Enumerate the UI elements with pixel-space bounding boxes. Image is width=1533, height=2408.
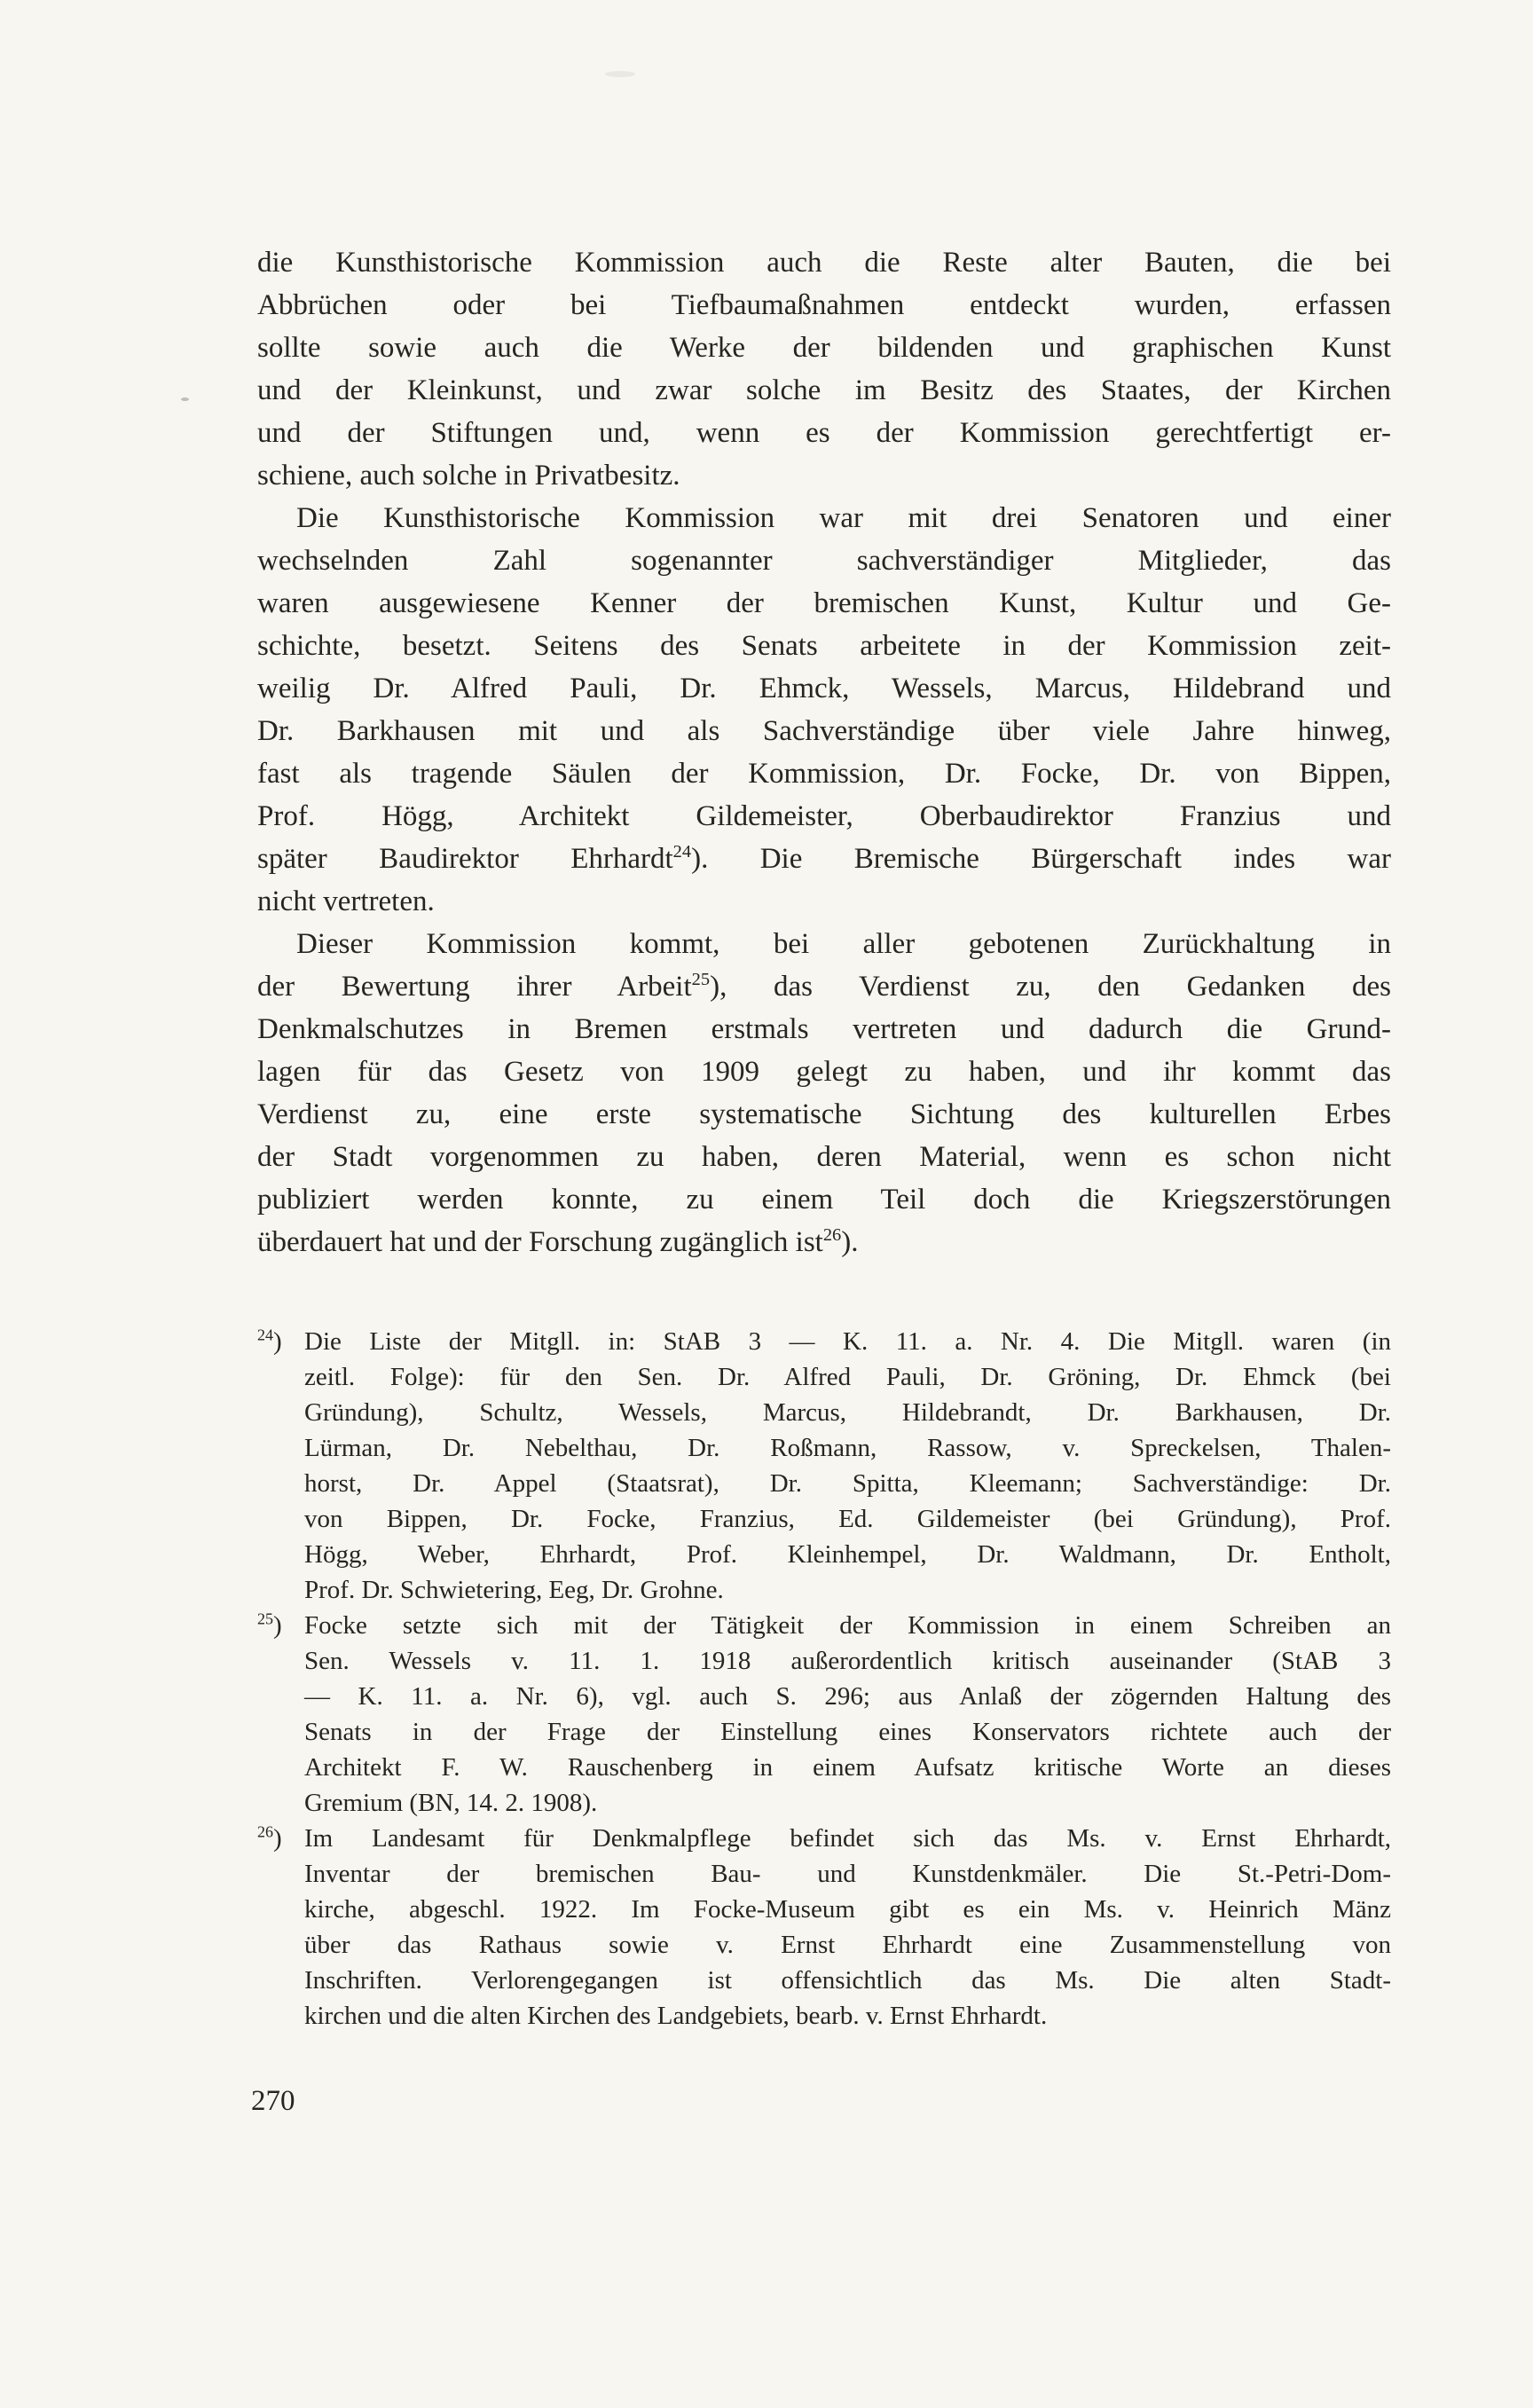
text-line: fast als tragende Säulen der Kommission, Dr. Focke, Dr. von Bippen, [257,758,1391,790]
text-line: Inventar der bremischen Bau- und Kunstdenkmäler. Die St.-Petri-Dom- [304,1860,1391,1888]
text-line: Prof. Högg, Architekt Gildemeister, Oberbaudirektor Franzius und [257,800,1391,832]
text-line: über das Rathaus sowie v. Ernst Ehrhardt eine Zusammenstellung von [304,1931,1391,1959]
body-paragraph-1 [257,241,1391,497]
footnote-text [304,1821,1391,2034]
text-line: Dr. Barkhausen mit und als Sachverständige über viele Jahre hinweg, [257,715,1391,747]
text-line: schichte, besetzt. Seitens des Senats arbeitete in der Kommission zeit- [257,630,1391,662]
page-number: 270 [251,2085,295,2117]
text-line: Verdienst zu, eine erste systematische Sichtung des kulturellen Erbes [257,1098,1391,1130]
text-line: Senats in der Frage der Einstellung eines Konservators richtete auch der [304,1718,1391,1746]
text-line: Dieser Kommission kommt, bei aller gebotenen Zurückhaltung in [296,928,1391,960]
text-line: weilig Dr. Alfred Pauli, Dr. Ehmck, Wessels, Marcus, Hildebrand und [257,673,1391,704]
scan-artifact [605,71,635,77]
text-line: die Kunsthistorische Kommission auch die Reste alter Bauten, die bei [257,247,1391,279]
text-line: publiziert werden konnte, zu einem Teil doch die Kriegszerstörungen [257,1184,1391,1216]
text-line: wechselnden Zahl sogenannter sachverständiger Mitglieder, das [257,545,1391,577]
text-line: später Baudirektor Ehrhardt$^{24}$). Die Bremische Bürgerschaft indes war [257,842,1392,875]
text-line: Prof. Dr. Schwietering, Eeg, Dr. Grohne. [304,1576,724,1604]
text-line: sollte sowie auch die Werke der bildenden und graphischen Kunst [257,332,1391,364]
body-paragraph-2 [257,497,1391,923]
text-line: Sen. Wessels v. 11. 1. 1918 außerordentlich kritisch auseinander (StAB 3 [304,1647,1391,1675]
footnote-text [304,1324,1391,1608]
text-line: Architekt F. W. Rauschenberg in einem Aufsatz kritische Worte an dieses [304,1753,1391,1782]
text-line: horst, Dr. Appel (Staatsrat), Dr. Spitta, Kleemann; Sachverständige: Dr. [304,1469,1391,1498]
footnote-marker: $^{25}$) [257,1609,282,1640]
footnote-25 [257,1608,1391,1821]
text-line: schiene, auch solche in Privatbesitz. [257,460,680,492]
text-line: der Stadt vorgenommen zu haben, deren Material, wenn es schon nicht [257,1141,1391,1173]
scan-artifact [181,397,189,401]
text-line: nicht vertreten. [257,885,435,917]
text-line: und der Kleinkunst, und zwar solche im Besitz des Staates, der Kirchen [257,374,1391,406]
text-line: von Bippen, Dr. Focke, Franzius, Ed. Gildemeister (bei Gründung), Prof. [304,1505,1391,1533]
text-line: lagen für das Gesetz von 1909 gelegt zu haben, und ihr kommt das [257,1056,1391,1088]
footnote-marker: $^{24}$) [257,1326,282,1356]
text-line: Abbrüchen oder bei Tiefbaumaßnahmen entdeckt wurden, erfassen [257,289,1391,321]
footnotes [257,1324,1391,2034]
text-line: überdauert hat und der Forschung zugänglich ist$^{26}$). [257,1225,859,1258]
text-line: Gründung), Schultz, Wessels, Marcus, Hildebrandt, Dr. Barkhausen, Dr. [304,1398,1391,1427]
footnote-26 [257,1821,1391,2034]
text-line: Im Landesamt für Denkmalpflege befindet sich das Ms. v. Ernst Ehrhardt, [304,1824,1391,1853]
text-line: zeitl. Folge): für den Sen. Dr. Alfred Pauli, Dr. Gröning, Dr. Ehmck (bei [304,1363,1391,1391]
text-line: Inschriften. Verlorengegangen ist offensichtlich das Ms. Die alten Stadt- [304,1966,1391,1995]
text-line: — K. 11. a. Nr. 6), vgl. auch S. 296; aus Anlaß der zögernden Haltung des [304,1682,1391,1711]
footnote-text [304,1608,1391,1821]
text-line: Denkmalschutzes in Bremen erstmals vertreten und dadurch die Grund- [257,1013,1391,1045]
text-line: Die Liste der Mitgll. in: StAB 3 — K. 11. a. Nr. 4. Die Mitgll. waren (in [304,1327,1391,1356]
footnote-marker: $^{26}$) [257,1822,282,1853]
text-line: Die Kunsthistorische Kommission war mit drei Senatoren und einer [296,502,1391,534]
text-line: kirchen und die alten Kirchen des Landgebiets, bearb. v. Ernst Ehrhardt. [304,2002,1048,2030]
text-line: waren ausgewiesene Kenner der bremischen Kunst, Kultur und Ge- [257,587,1391,619]
text-line: und der Stiftungen und, wenn es der Kommission gerechtfertigt er- [257,417,1391,449]
text-line: der Bewertung ihrer Arbeit$^{25}$), das Verdienst zu, den Gedanken des [257,970,1391,1003]
text-line: Högg, Weber, Ehrhardt, Prof. Kleinhempel, Dr. Waldmann, Dr. Entholt, [304,1540,1391,1569]
footnote-24 [257,1324,1391,1608]
text-line: Lürman, Dr. Nebelthau, Dr. Roßmann, Rassow, v. Spreckelsen, Thalen- [304,1434,1391,1462]
main-text [257,241,1391,1263]
text-line: kirche, abgeschl. 1922. Im Focke-Museum gibt es ein Ms. v. Heinrich Mänz [304,1895,1391,1924]
text-line: Gremium (BN, 14. 2. 1908). [304,1789,598,1817]
body-paragraph-3 [257,923,1391,1263]
text-line: Focke setzte sich mit der Tätigkeit der Kommission in einem Schreiben an [304,1611,1391,1640]
